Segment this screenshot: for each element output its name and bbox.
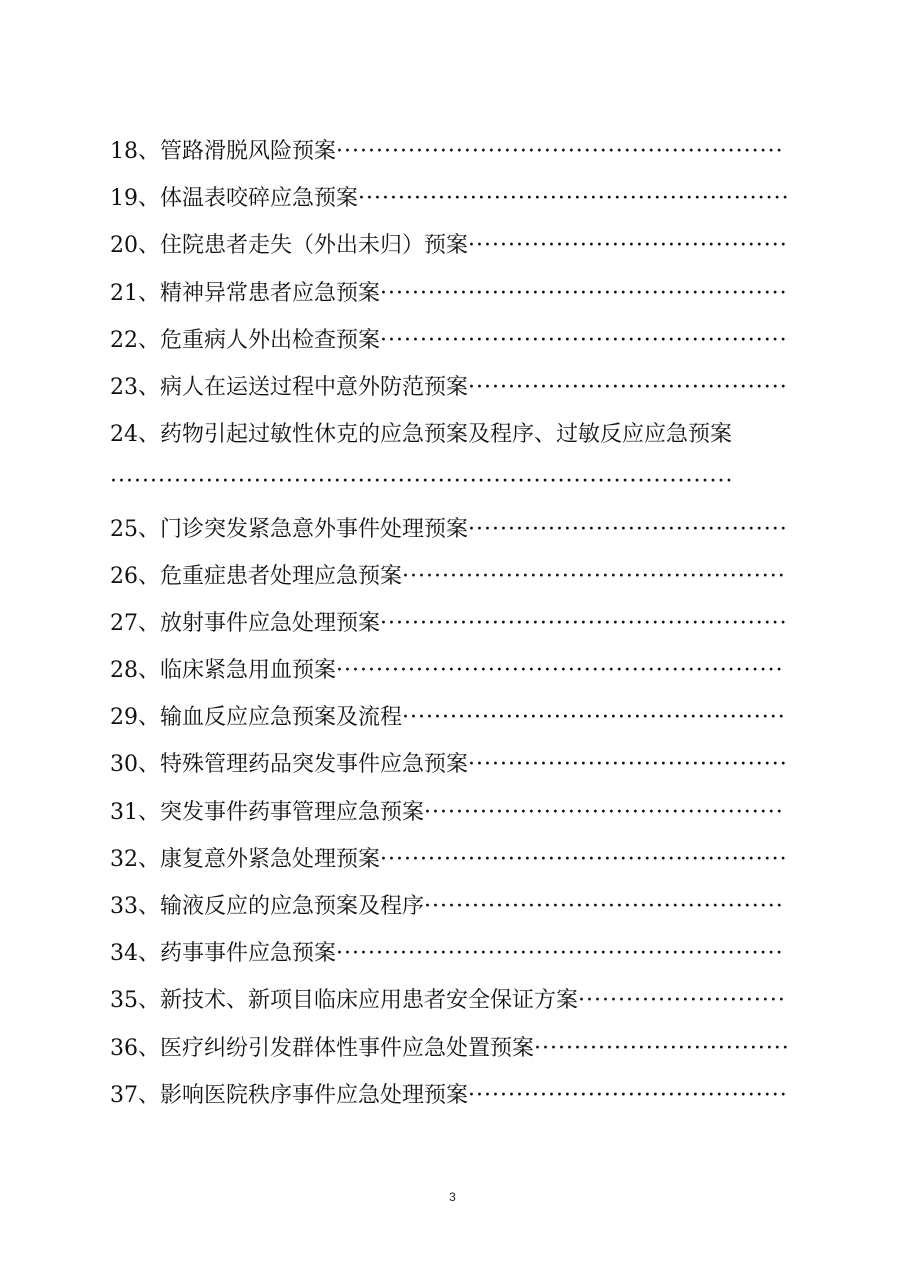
dot-leader: ············································· [424,894,784,920]
toc-entry-title: 临床紧急用血预案 [160,658,337,684]
toc-entry-number: 27、 [110,610,160,636]
toc-entry [110,883,800,930]
toc-entry-number: 36、 [110,1035,160,1061]
toc-entry-title: 影响医院秩序事件应急处理预案 [160,1082,469,1108]
toc-entry [110,506,800,553]
toc-entry [110,741,800,788]
toc-entry-number: 33、 [110,894,160,920]
toc-entry-number: 29、 [110,705,160,731]
toc-entry [110,977,800,1024]
toc-entry-title: 药事事件应急预案 [160,941,337,967]
toc-entry [110,1025,800,1072]
toc-entry-title: 新技术、新项目临床应用患者安全保证方案 [160,988,579,1014]
toc-entry-number: 23、 [110,374,160,400]
toc-entry-number: 37、 [110,1082,160,1108]
dot-leader: ············································· [424,799,784,825]
toc-entry-number: 34、 [110,941,160,967]
toc-entry [110,789,800,836]
dot-leader: ········································ [468,1082,788,1108]
toc-entry-title: 危重病人外出检查预案 [160,327,381,353]
toc-entry-title: 输液反应的应急预案及程序 [160,894,425,920]
toc-entry [110,270,800,317]
dot-leader: ························································ [336,941,784,967]
dot-leader: ························································ [336,139,784,164]
page-number: 3 [449,1190,456,1204]
dot-leader: ········································ [468,233,788,259]
dot-leader: ········································ [468,752,788,778]
dot-leader: ······················································ [358,186,790,212]
toc-entry-title: 体温表咬碎应急预案 [160,186,359,212]
dot-leader: ·············································································· [110,469,734,495]
toc-entry [110,411,800,505]
dot-leader: ··················································· [380,610,788,636]
toc-entry [110,930,800,977]
toc-entry-title: 康复意外紧急处理预案 [160,846,381,872]
toc-entry-title: 特殊管理药品突发事件应急预案 [160,752,469,778]
toc-entry-number: 32、 [110,846,160,872]
toc-entry-number: 26、 [110,563,160,589]
dot-leader: ········································ [468,374,788,400]
dot-leader: ················································ [402,563,786,589]
toc-entry-title: 放射事件应急处理预案 [160,610,381,636]
dot-leader: ························································ [336,658,784,684]
toc-entry-number: 24、 [110,422,160,448]
toc-entry [110,128,800,175]
dot-leader: ········································ [468,516,788,542]
dot-leader: ··················································· [380,327,788,353]
toc-entry [110,647,800,694]
toc-entry-number: 28、 [110,658,160,684]
toc-entry-number: 30、 [110,752,160,778]
table-of-contents [110,128,800,1119]
toc-entry [110,222,800,269]
toc-entry-number: 22、 [110,327,160,353]
toc-entry [110,553,800,600]
toc-entry-title: 药物引起过敏性休克的应急预案及程序、过敏反应应急预案 [160,422,733,448]
toc-entry [110,175,800,222]
toc-entry-title: 管路滑脱风险预案 [160,139,337,164]
dot-leader: ·························· [578,988,786,1014]
toc-entry-title: 精神异常患者应急预案 [160,280,381,306]
toc-entry-title: 突发事件药事管理应急预案 [160,799,425,825]
toc-entry-number: 19、 [110,186,160,212]
dot-leader: ································ [534,1035,790,1061]
toc-entry-number: 20、 [110,233,160,259]
toc-entry-title: 住院患者走失（外出未归）预案 [160,233,469,259]
toc-entry [110,1072,800,1119]
toc-entry-number: 18、 [110,139,160,164]
toc-entry-title: 门诊突发紧急意外事件处理预案 [160,516,469,542]
toc-entry-title: 病人在运送过程中意外防范预案 [160,374,469,400]
toc-entry-number: 25、 [110,516,160,542]
toc-entry [110,600,800,647]
dot-leader: ··················································· [380,280,788,306]
toc-entry-number: 21、 [110,280,160,306]
toc-entry-title: 输血反应应急预案及流程 [160,705,403,731]
toc-entry [110,694,800,741]
toc-entry [110,364,800,411]
dot-leader: ················································ [402,705,786,731]
toc-entry [110,317,800,364]
toc-entry-number: 31、 [110,799,160,825]
toc-entry-number: 35、 [110,988,160,1014]
dot-leader: ··················································· [380,846,788,872]
toc-entry-title: 危重症患者处理应急预案 [160,563,403,589]
toc-entry [110,836,800,883]
toc-entry-title: 医疗纠纷引发群体性事件应急处置预案 [160,1035,535,1061]
